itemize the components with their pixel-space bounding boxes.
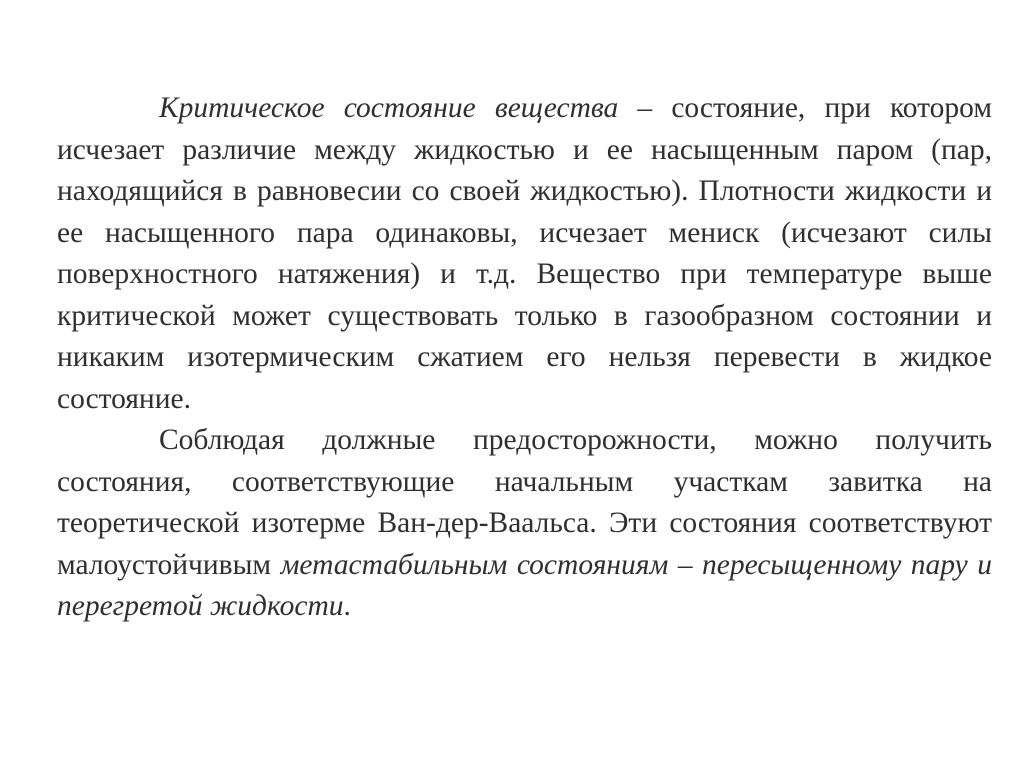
paragraph-metastable-end: .	[343, 590, 351, 622]
term-critical-state: Критическое состояние вещества	[159, 92, 619, 124]
text-block	[57, 88, 992, 628]
paragraph-critical-state-body: – состояние, при котором исчезает различие между жидкостью и ее насыщенным паром (пар, находящийся в равновесии со своей жидкостью). Плотности жидкости и ее насыщенного пара одинаковы, исчезает мениск (исчезают силы поверхностного натяжения) и т.д. Вещество при температуре выше критической может существовать только в газообразном состоянии и никаким изотермическим сжатием его нельзя перевести в жидкое состояние.	[57, 92, 992, 415]
paragraph-metastable-states	[57, 420, 992, 628]
term-metastable-states: метастабильным состояниям – пересыщенному пару и перегретой жидкости	[57, 548, 992, 622]
paragraph-critical-state	[57, 88, 992, 420]
paragraph-metastable-body: Соблюдая должные предосторожности, можно получить состояния, соответствующие начальным участкам завитка на теоретической изотерме Ван-дер-Ваальса. Эти состояния соответствуют малоустойчивым	[57, 424, 992, 581]
